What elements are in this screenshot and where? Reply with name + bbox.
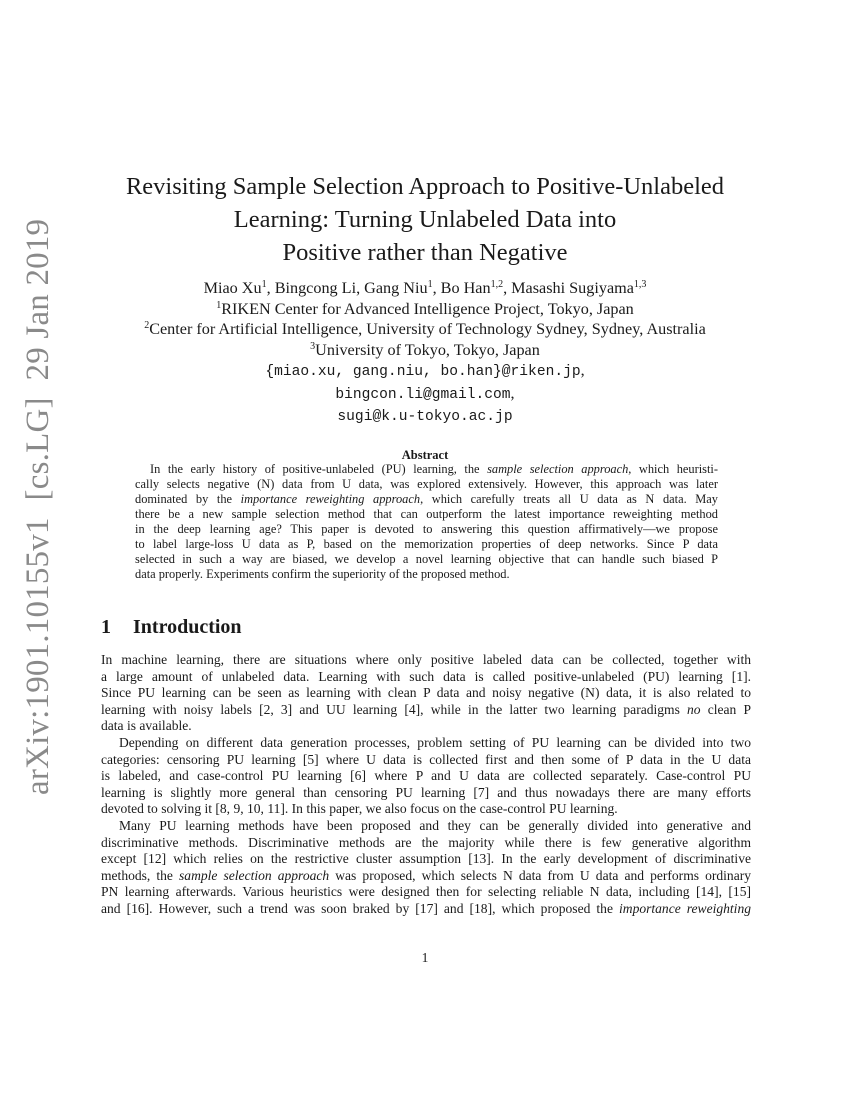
section-number: 1 [101, 616, 111, 638]
title-line: Revisiting Sample Selection Approach to Positive-Unlabeled [125, 173, 725, 200]
author-name: Masashi Sugiyama [511, 279, 634, 297]
abstract-line: cally selects negative (N) data from U data, was explored extensively. However, this approach was later [135, 477, 718, 492]
page-number: 1 [421, 950, 429, 965]
affiliation [100, 340, 750, 361]
affiliation [100, 299, 750, 320]
introduction-body [101, 652, 751, 918]
abstract-line: in the deep learning age? This paper is devoted to answering this question affirmatively—we propose [135, 522, 718, 537]
abstract-line: selected in such a way are biased, we develop a novel learning objective that can handle such biased P [135, 552, 718, 567]
section-title: Introduction [133, 616, 242, 638]
body-line: learning with noisy labels [2, 3] and UU learning [4], while in the latter two learning paradigms no clean P [101, 701, 751, 717]
body-line: Since PU learning can be seen as learning with clean P data and noisy negative (N) data, it is also related to [101, 685, 751, 701]
body-line: and [16]. However, such a trend was soon braked by [17] and [18], which proposed the importance reweighting [101, 900, 751, 916]
author-name: Miao Xu [203, 279, 262, 297]
author-block [100, 278, 750, 428]
author-name: Gang Niu [364, 279, 428, 297]
body-line: except [12] which relies on the restrictive cluster assumption [13]. In the early development of discriminative [101, 851, 751, 867]
author-name: Bingcong Li [274, 279, 357, 297]
separator: , [580, 361, 585, 379]
arxiv-watermark: arXiv:1901.10155v1 [cs.LG] 29 Jan 2019 [20, 218, 56, 795]
affil-mark: 2 [144, 320, 150, 331]
author-name: Bo Han [440, 279, 491, 297]
email[interactable]: bingcon.li@gmail.com [335, 386, 511, 403]
author-affil-mark: 1,2 [490, 279, 504, 290]
title-line: Positive rather than Negative [282, 239, 568, 266]
affil-mark: 1 [216, 299, 222, 311]
abstract-line: to label large-loss U data as P, based on the memorization properties of deep networks. Since P data [135, 537, 718, 552]
email-line [100, 405, 750, 428]
body-line: discriminative methods. Discriminative methods are the majority while there is few generative algorithm [101, 834, 751, 850]
author-affil-mark: 1 [427, 279, 433, 290]
author-list: Miao Xu$^1$, Bingcong Li, Gang Niu$^1$, Bo Han$^{1,2}$, Masashi Sugiyama$^{1,3}$ [203, 279, 647, 297]
section-heading [101, 614, 751, 640]
body-line: In machine learning, there are situations where only positive labeled data can be collected, together with [101, 652, 751, 667]
body-line: methods, the sample selection approach was proposed, which selects N data from U data and performs ordinary [101, 867, 751, 883]
email-line [100, 383, 750, 406]
affiliation-text: RIKEN Center for Advanced Intelligence Project, Tokyo, Japan [221, 299, 634, 318]
email[interactable]: sugi@k.u-tokyo.ac.jp [337, 409, 513, 425]
body-line: categories: censoring PU learning [5] where U data is collected first and then some of P data in the U data [101, 751, 751, 767]
body-line: Many PU learning methods have been proposed and they can be generally divided into generative and [119, 817, 751, 833]
abstract-line: dominated by the importance reweighting approach, which carefully treats all U data as N data. May [135, 492, 719, 507]
body-line: a large amount of unlabeled data. Learning with such data is called positive-unlabeled (PU) learning [1]. [101, 668, 751, 684]
affiliation-text: Center for Artificial Intelligence, University of Technology Sydney, Sydney, Australia [149, 320, 706, 338]
separator: , [510, 383, 515, 402]
abstract-body [135, 462, 718, 582]
body-line: learning is slightly more general than censoring PU learning [7] and thus nowadays there are many efforts [101, 784, 751, 800]
email[interactable]: {miao.xu, gang.niu, bo.han}@riken.jp [265, 364, 581, 380]
author-affil-mark: 1,3 [633, 279, 647, 290]
email-line [100, 360, 750, 383]
abstract-line: there be a new sample selection method that can outperform the latest importance reweighting method [135, 507, 718, 522]
abstract-heading: Abstract [401, 448, 449, 462]
body-line: data is available. [101, 718, 192, 734]
abstract-line: In the early history of positive-unlabeled (PU) learning, the sample selection approach, which heuristi- [150, 462, 719, 476]
body-line: PN learning afterwards. Various heuristics were designed then for selecting reliable N data, including [14], [15] [101, 884, 751, 900]
paper-title [100, 170, 750, 269]
body-line: Depending on different data generation processes, problem setting of PU learning can be divided into two [119, 734, 751, 750]
author-affil-mark: 1 [261, 279, 267, 290]
affiliation [100, 319, 750, 340]
body-line: devoted to solving it [8, 9, 10, 11]. In this paper, we also focus on the case-control PU learning. [101, 801, 618, 817]
title-line: Learning: Turning Unlabeled Data into [233, 206, 617, 233]
affil-mark: 3 [310, 340, 316, 352]
abstract-line: data properly. Experiments confirm the superiority of the proposed method. [135, 567, 510, 582]
affiliation-text: University of Tokyo, Tokyo, Japan [315, 340, 540, 359]
body-line: is labeled, and case-control PU learning [6] where P and U data are collected separately. Case-control PU [101, 768, 751, 784]
